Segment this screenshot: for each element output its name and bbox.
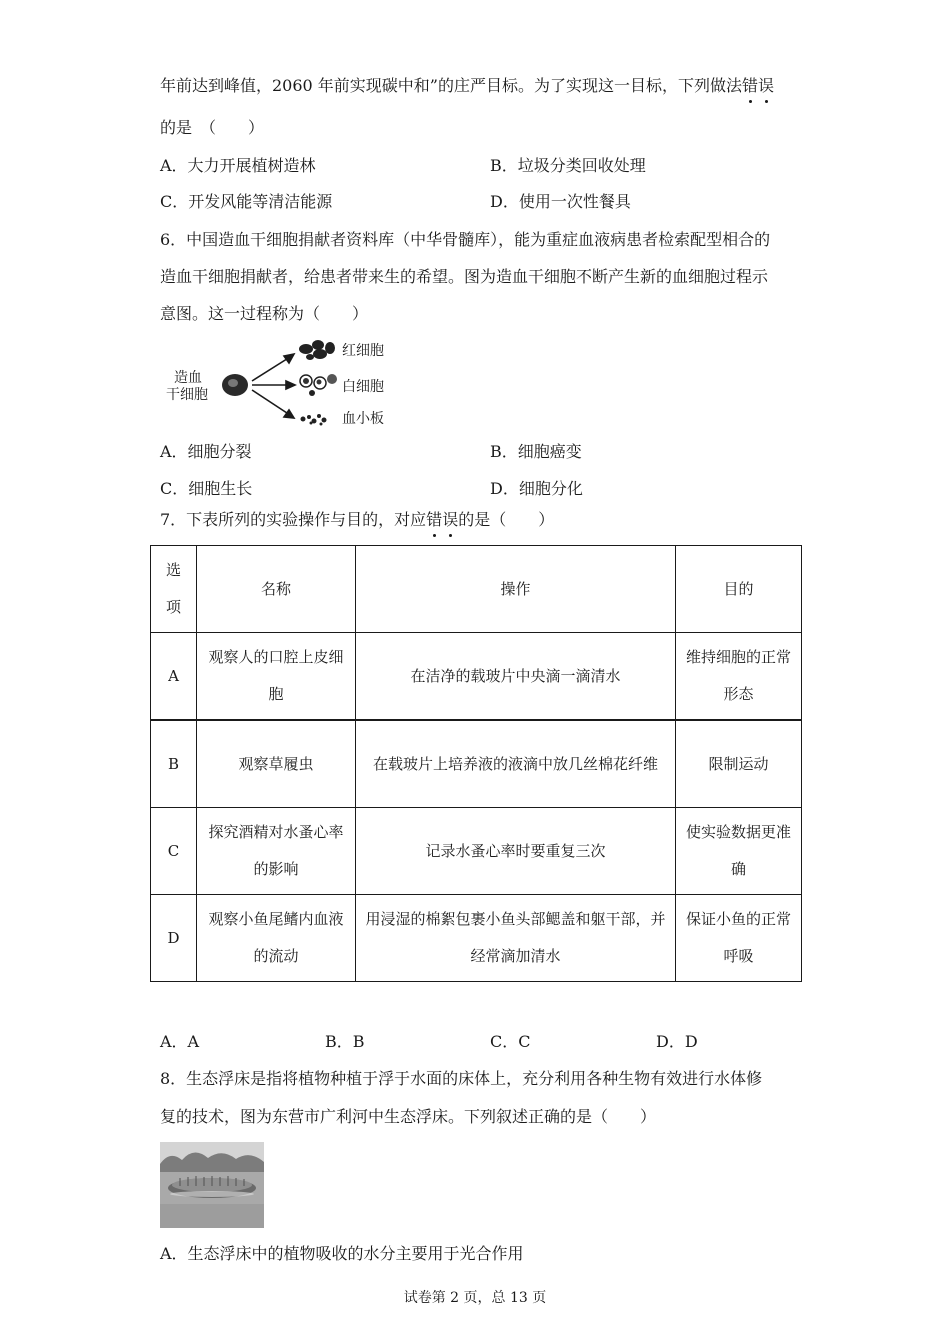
page-footer: 试卷第 2 页，总 13 页: [403, 1290, 547, 1306]
table-header-name: 名称: [197, 546, 356, 633]
row-option: B: [151, 720, 197, 808]
row-name: 探究酒精对水蚤心率的影响: [197, 808, 356, 895]
table-header-option: 选项: [151, 546, 197, 633]
q6-option-b: B．细胞癌变: [490, 442, 582, 461]
row-purpose: 保证小鱼的正常呼吸: [676, 895, 802, 982]
emphasis-char: 误: [758, 76, 775, 95]
q7-option-d: D．D: [656, 1032, 698, 1051]
emphasis-char: 误: [442, 510, 459, 529]
table-header-operation: 操作: [356, 546, 676, 633]
red-blood-cell-icon: [299, 340, 335, 360]
q6-stem-line2: 造血干细胞捐献者，给患者带来生的希望。图为造血干细胞不断产生新的血细胞过程示: [160, 267, 769, 286]
emphasis-char: 错: [742, 76, 759, 95]
row-operation: 在洁净的载玻片中央滴一滴清水: [356, 633, 676, 721]
platelet-icon: [301, 414, 327, 426]
row-name: 观察人的口腔上皮细胞: [197, 633, 356, 721]
q5-option-b: B．垃圾分类回收处理: [490, 156, 646, 175]
q5-option-a: A．大力开展植树造林: [160, 156, 316, 175]
q6-stem-line3: 意图。这一过程称为（ ）: [160, 304, 369, 323]
q5-option-d: D．使用一次性餐具: [490, 192, 631, 211]
row-operation: 用浸湿的棉絮包裹小鱼头部鳃盖和躯干部，并经常滴加清水: [356, 895, 676, 982]
q7-stem: 7．下表所列的实验操作与目的，对应错误的是（ ）: [160, 510, 555, 529]
row-operation: 在载玻片上培养液的液滴中放几丝棉花纤维: [356, 720, 676, 808]
q7-option-b: B．B: [325, 1032, 365, 1051]
q8-option-a: A．生态浮床中的植物吸收的水分主要用于光合作用: [160, 1244, 524, 1263]
row-option: A: [151, 633, 197, 721]
table-row: [151, 633, 802, 721]
row-operation: 记录水蚤心率时要重复三次: [356, 808, 676, 895]
white-blood-cell-label: 白细胞: [342, 379, 384, 395]
row-name: 观察小鱼尾鳍内血液的流动: [197, 895, 356, 982]
row-name: 观察草履虫: [197, 720, 356, 808]
q7-option-c: C．C: [490, 1032, 531, 1051]
table-row: [151, 895, 802, 982]
q8-stem-line2: 复的技术，图为东营市广利河中生态浮床。下列叙述正确的是（ ）: [160, 1107, 657, 1126]
row-option: D: [151, 895, 197, 982]
q6-option-d: D．细胞分化: [490, 479, 583, 498]
stem-cell-diagram: [160, 335, 420, 435]
q6-option-c: C．细胞生长: [160, 479, 253, 498]
table-header-row: [151, 546, 802, 633]
table-header-purpose: 目的: [676, 546, 802, 633]
q6-stem-line1: 6．中国造血干细胞捐献者资料库（中华骨髓库），能为重症血液病患者检索配型相合的: [160, 230, 771, 249]
ecological-floating-bed-photo: [160, 1142, 264, 1228]
floating-bed-image: [160, 1142, 264, 1228]
row-option: C: [151, 808, 197, 895]
table-row: [151, 808, 802, 895]
stem-cell-label-1: 造血: [174, 370, 202, 386]
q5-option-c: C．开发风能等清洁能源: [160, 192, 333, 211]
differentiation-arrows: [252, 354, 295, 418]
row-purpose: 限制运动: [676, 720, 802, 808]
q5-stem-line2: 的是 （ ）: [160, 118, 265, 137]
row-purpose: 使实验数据更准确: [676, 808, 802, 895]
white-blood-cell-icon: [300, 374, 337, 396]
row-purpose: 维持细胞的正常形态: [676, 633, 802, 721]
emphasis-char: 错: [426, 510, 443, 529]
table-row: [151, 720, 802, 808]
q8-stem-line1: 8．生态浮床是指将植物种植于浮于水面的床体上，充分利用各种生物有效进行水体修: [160, 1069, 763, 1088]
q7-option-a: A．A: [160, 1032, 200, 1051]
experiment-table: [150, 545, 802, 982]
q5-stem-line1: 年前达到峰值，2060 年前实现碳中和”的庄严目标。为了实现这一目标，下列做法错误: [160, 76, 775, 95]
red-blood-cell-label: 红细胞: [342, 343, 384, 359]
q6-option-a: A．细胞分裂: [160, 442, 252, 461]
platelet-label: 血小板: [342, 411, 384, 427]
stem-cell-label-2: 干细胞: [166, 387, 208, 403]
